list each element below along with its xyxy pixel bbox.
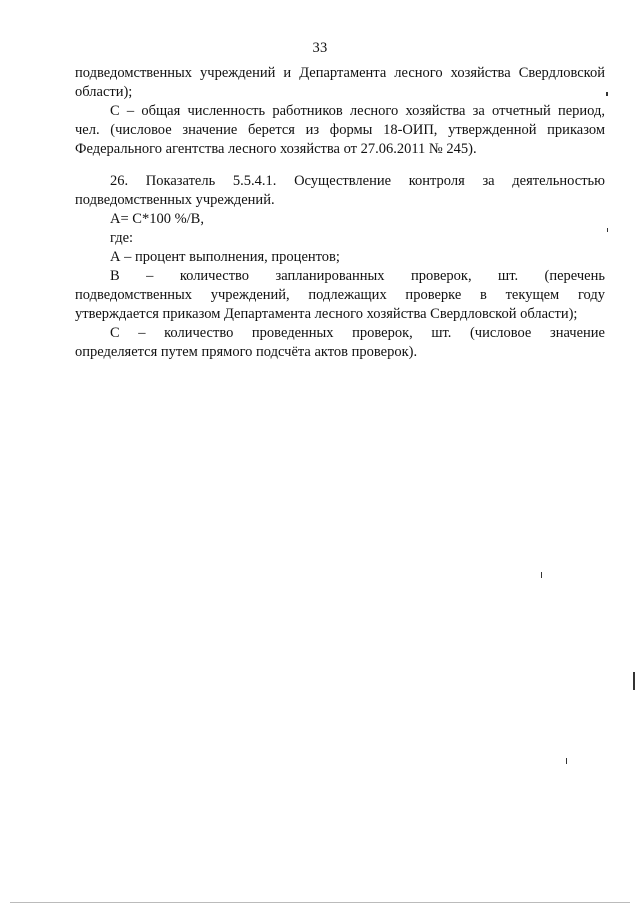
scan-speck <box>606 92 608 96</box>
where-label: где: <box>110 230 134 246</box>
page-number: 33 <box>312 40 328 56</box>
definition-b: утверждается приказом Департамента лесного хозяйства Свердловской области); <box>75 306 578 322</box>
definition-c: определяется путем прямого подсчёта актов проверок). <box>75 344 418 360</box>
scan-speck <box>566 758 567 764</box>
definition-b: В – количество запланированных проверок, шт. (перечень <box>110 268 605 284</box>
paragraph-line: С – общая численность работников лесного хозяйства за отчетный период, <box>110 103 605 119</box>
paragraph-line: чел. (числовое значение берется из формы 18-ОИП, утвержденной приказом <box>75 122 605 138</box>
paragraph-line: подведомственных учреждений и Департамента лесного хозяйства Свердловской <box>75 65 605 81</box>
section-heading-line: 26. Показатель 5.5.4.1. Осуществление контроля за деятельностью <box>110 173 605 189</box>
scan-speck <box>607 228 608 232</box>
scan-speck <box>633 672 635 690</box>
scan-edge <box>10 902 630 903</box>
scan-speck <box>541 572 542 578</box>
formula: А= С*100 %/В, <box>110 211 204 227</box>
definition-c: С – количество проведенных проверок, шт. (числовое значение <box>110 325 605 341</box>
section-heading-line: подведомственных учреждений. <box>75 192 275 208</box>
definition-a: А – процент выполнения, процентов; <box>110 249 340 265</box>
definition-b: подведомственных учреждений, подлежащих проверке в текущем году <box>75 287 605 303</box>
paragraph-line: области); <box>75 84 133 100</box>
paragraph-line: Федерального агентства лесного хозяйства от 27.06.2011 № 245). <box>75 141 477 157</box>
